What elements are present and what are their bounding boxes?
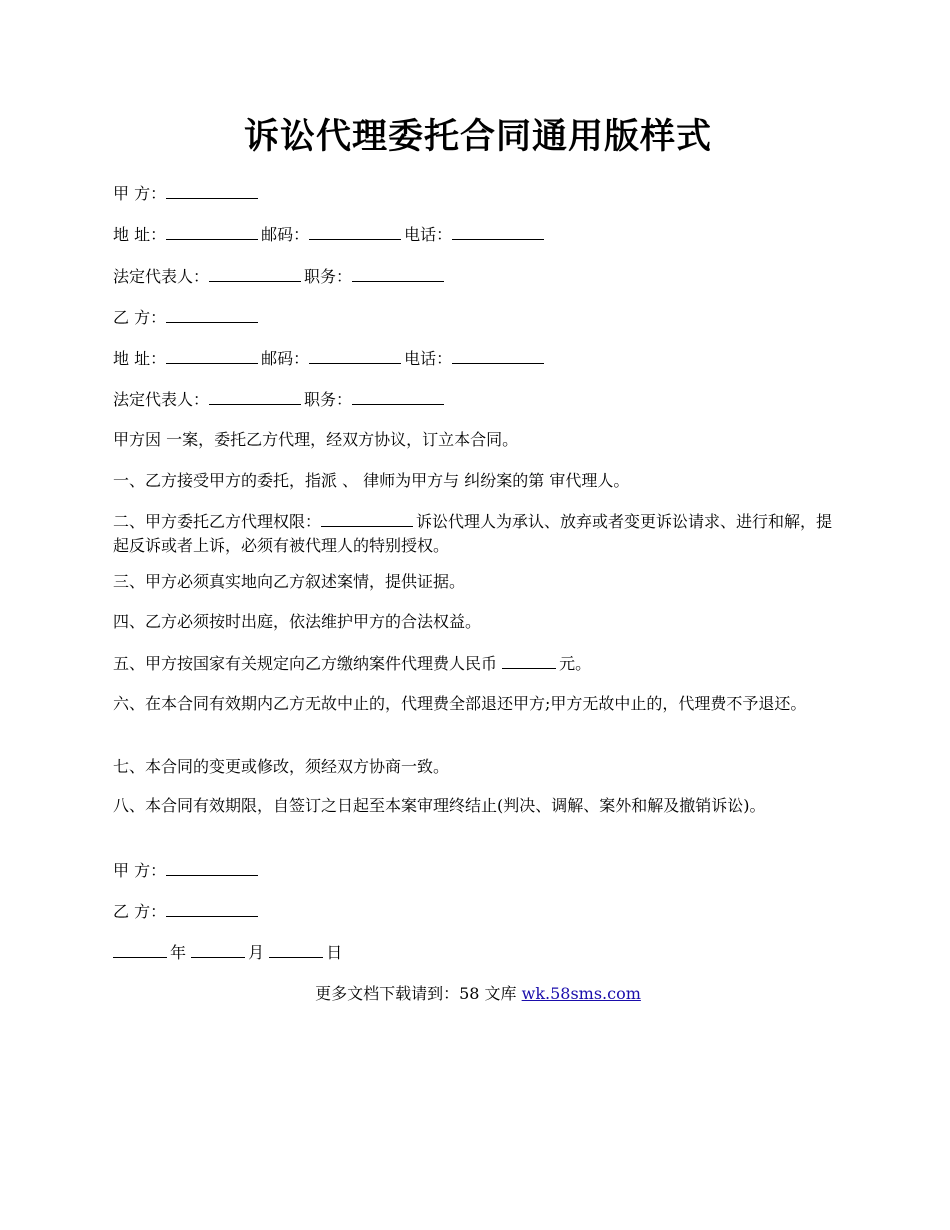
party-a-rep-label: 法定代表人：	[113, 267, 210, 286]
party-b-rep-blank	[209, 387, 301, 405]
party-a-postcode-label: 邮码：	[261, 225, 310, 244]
clause-2-prefix: 二、甲方委托乙方代理权限：	[113, 512, 322, 531]
party-a-address-blank	[166, 222, 258, 240]
footer-link[interactable]: wk.58sms.com	[521, 984, 641, 1003]
party-a-label: 甲 方：	[113, 184, 167, 203]
party-a-phone-blank	[452, 222, 544, 240]
party-a-position-blank	[352, 264, 444, 282]
clause-5	[113, 651, 843, 676]
party-b-label: 乙 方：	[113, 308, 167, 327]
party-a-blank	[166, 181, 258, 199]
party-b-position-blank	[352, 387, 444, 405]
document-title: 诉讼代理委托合同通用版样式	[243, 116, 712, 157]
footer-text: 更多文档下载请到：58 文库	[315, 984, 522, 1003]
year-label: 年	[170, 943, 187, 962]
month-label: 月	[248, 943, 265, 962]
clause-3: 三、甲方必须真实地向乙方叙述案情，提供证据。	[113, 572, 466, 591]
clause-5-prefix: 五、甲方按国家有关规定向乙方缴纳案件代理费人民币	[113, 654, 503, 673]
clause-5-suffix: 元。	[559, 654, 592, 673]
month-blank	[191, 940, 245, 958]
signature-party-b-line	[113, 899, 843, 924]
signature-party-a-line	[113, 858, 843, 883]
clause-1: 一、乙方接受甲方的委托，指派 、 律师为甲方与 纠纷案的第 审代理人。	[113, 471, 630, 490]
clause-2	[113, 509, 841, 558]
year-blank	[113, 940, 167, 958]
party-b-address-label: 地 址：	[113, 349, 167, 368]
party-b-postcode-label: 邮码：	[261, 349, 310, 368]
signature-party-b-blank	[166, 899, 258, 917]
signature-party-a-label: 甲 方：	[113, 861, 167, 880]
party-b-rep-line	[113, 387, 843, 412]
party-a-phone-label: 电话：	[404, 225, 453, 244]
intro-paragraph: 甲方因 一案，委托乙方代理，经双方协议，订立本合同。	[113, 430, 519, 449]
clause-4: 四、乙方必须按时出庭，依法维护甲方的合法权益。	[113, 612, 482, 631]
clause-2-blank	[321, 509, 413, 527]
party-a-address-line	[113, 222, 843, 247]
party-b-phone-blank	[452, 346, 544, 364]
party-a-rep-blank	[209, 264, 301, 282]
date-line	[113, 940, 843, 965]
party-a-position-label: 职务：	[304, 267, 353, 286]
party-b-position-label: 职务：	[304, 390, 353, 409]
party-b-rep-label: 法定代表人：	[113, 390, 210, 409]
footer	[113, 982, 843, 1006]
party-b-address-blank	[166, 346, 258, 364]
party-a-rep-line	[113, 264, 843, 289]
day-blank	[269, 940, 323, 958]
party-a-postcode-blank	[309, 222, 401, 240]
party-a-address-label: 地 址：	[113, 225, 167, 244]
clause-5-blank	[502, 651, 556, 669]
clause-6: 六、在本合同有效期内乙方无故中止的，代理费全部退还甲方;甲方无故中止的，代理费不予退还。	[113, 694, 807, 713]
clause-7: 七、本合同的变更或修改，须经双方协商一致。	[113, 757, 450, 776]
clause-2-suffix: 诉讼代理人为承认、放弃或者变更诉讼请求、进行和解，提起反诉或者上诉，必须有被代理人的特别授权。	[113, 512, 833, 555]
signature-party-b-label: 乙 方：	[113, 902, 167, 921]
party-b-line	[113, 305, 843, 330]
party-b-postcode-blank	[309, 346, 401, 364]
party-b-address-line	[113, 346, 843, 371]
clause-8: 八、本合同有效期限，自签订之日起至本案审理终结止(判决、调解、案外和解及撤销诉讼)。	[113, 796, 766, 815]
party-b-phone-label: 电话：	[404, 349, 453, 368]
party-a-line	[113, 181, 843, 206]
signature-party-a-blank	[166, 858, 258, 876]
party-b-blank	[166, 305, 258, 323]
day-label: 日	[326, 943, 343, 962]
